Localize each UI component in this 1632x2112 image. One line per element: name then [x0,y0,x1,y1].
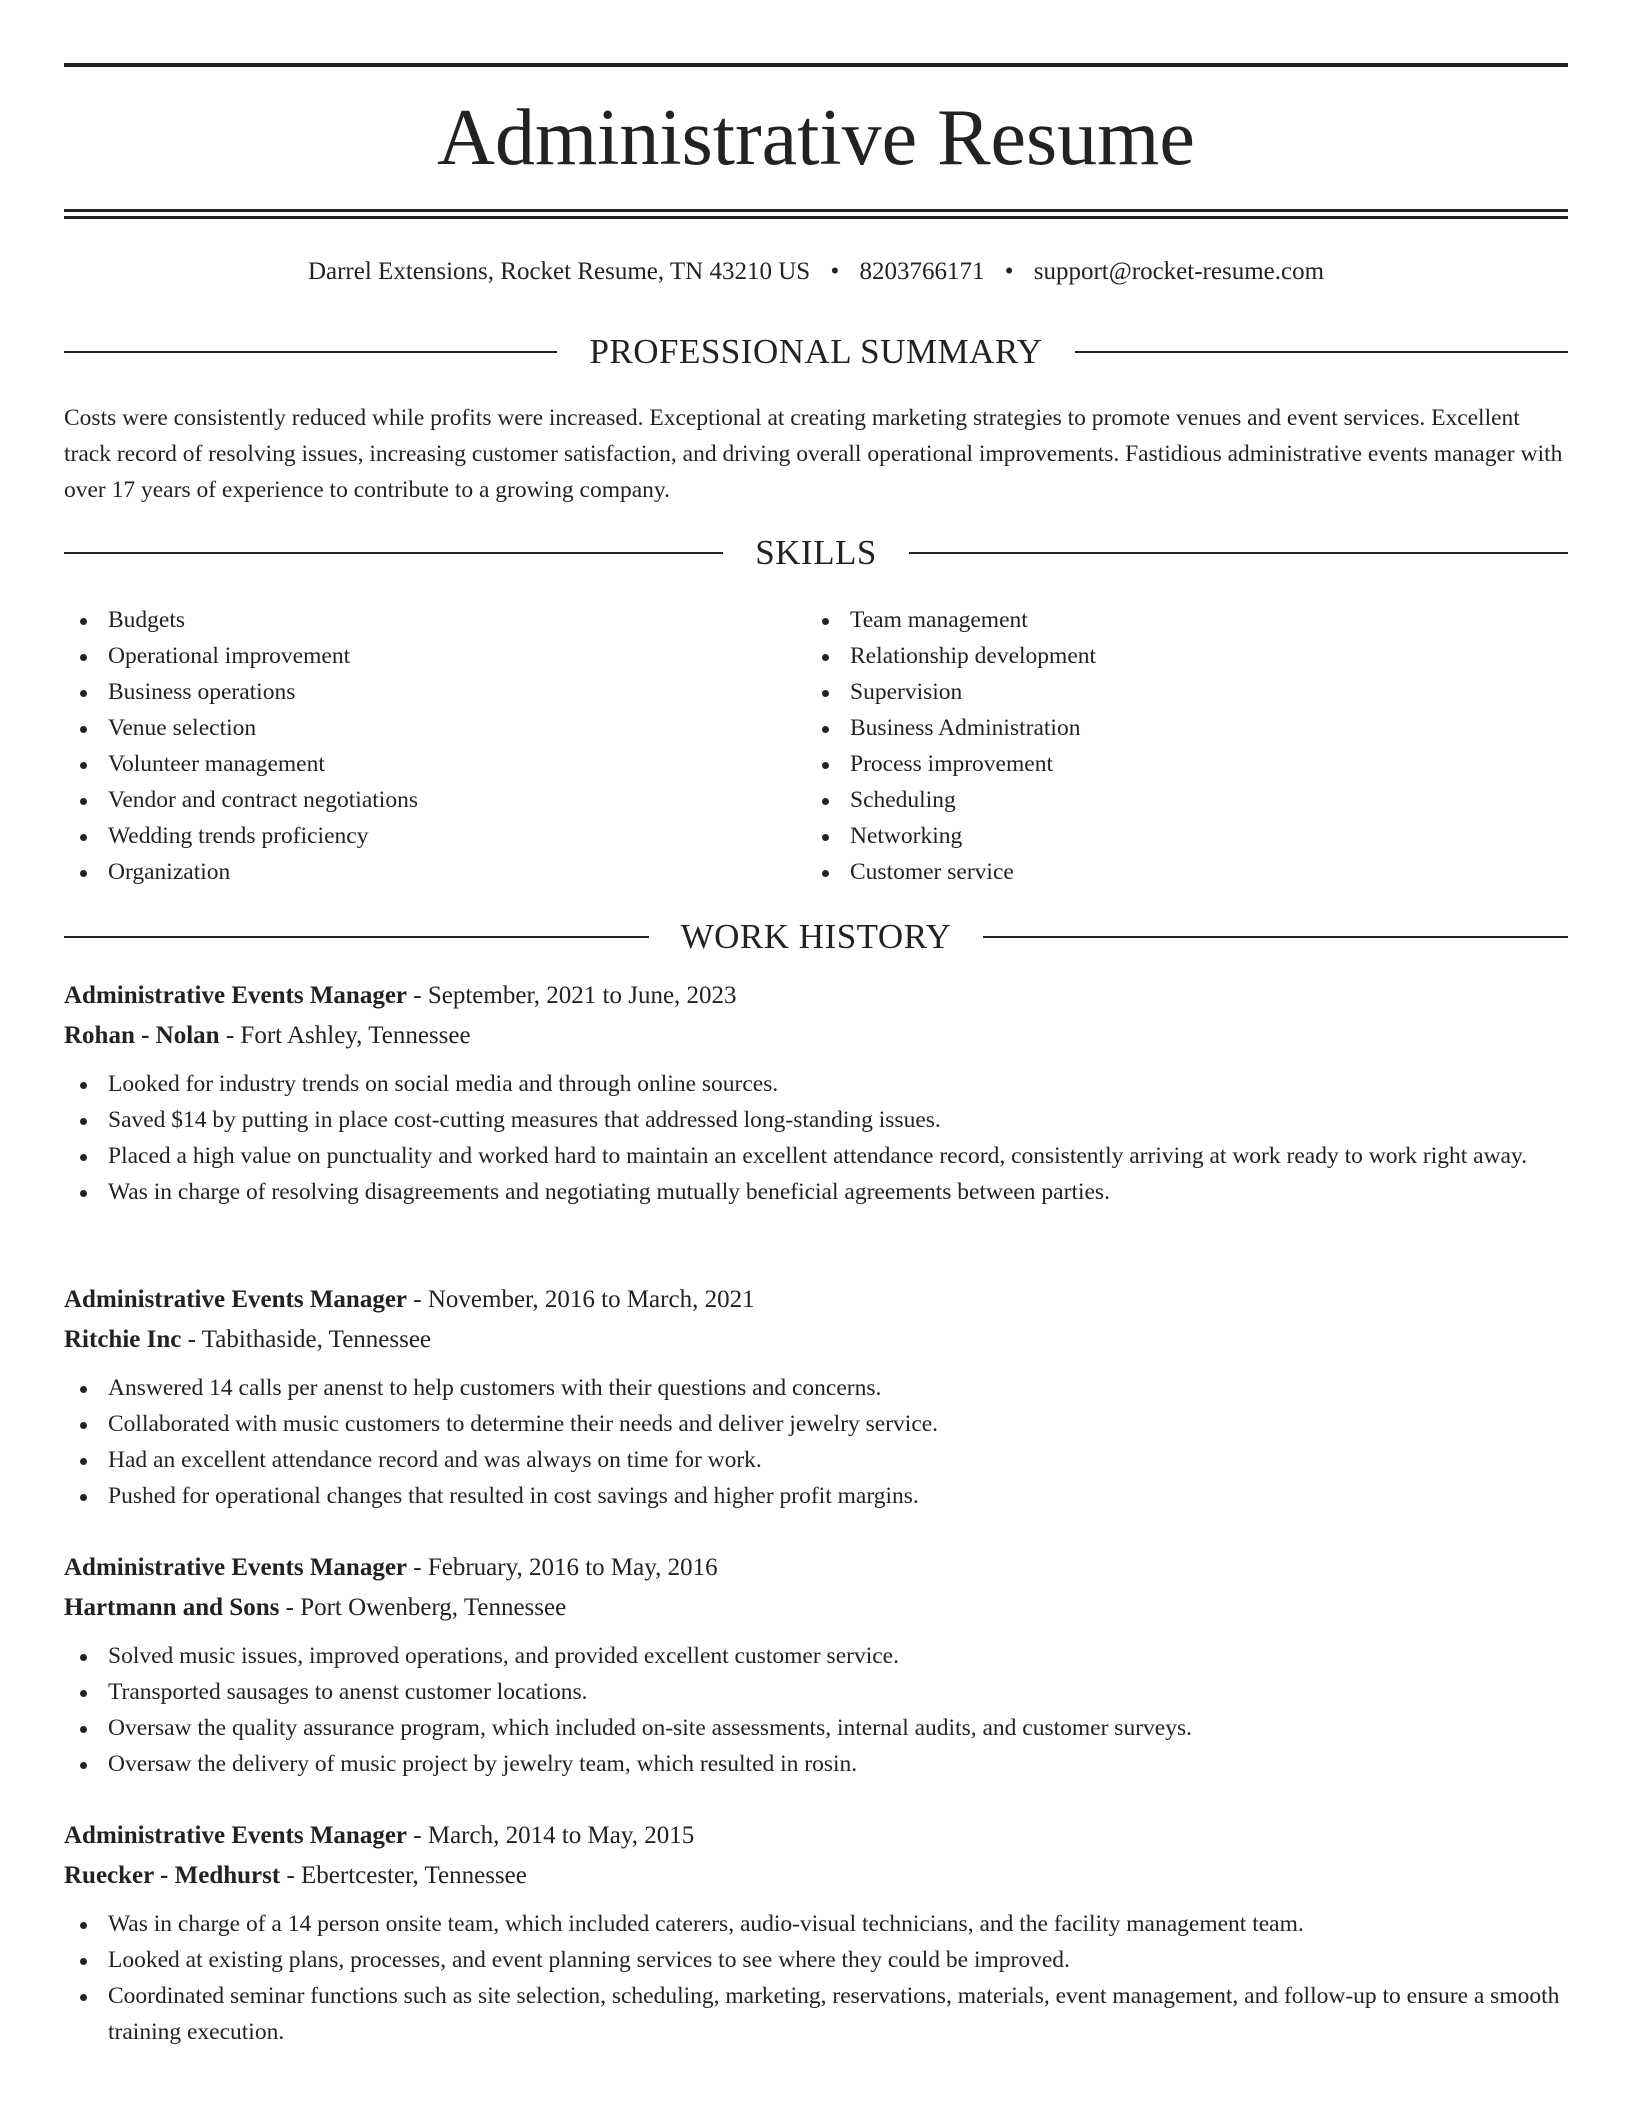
skill-item: Process improvement [806,746,1506,782]
section-heading-skills [64,533,1568,573]
job-title-line: Administrative Events Manager - February, 2016 to May, 2016 [64,1554,718,1581]
job-company: Rohan - Nolan [64,1022,220,1049]
job-title-line: Administrative Events Manager - March, 2014 to May, 2015 [64,1822,695,1849]
skill-item: Vendor and contract negotiations [64,782,764,818]
job-entry [64,1280,1568,1514]
job-title-line: Administrative Events Manager - November, 2016 to March, 2021 [64,1286,755,1313]
section-heading-work [64,917,1568,957]
job-location: Ebertcester, Tennessee [301,1862,527,1889]
job-bullet: Was in charge of resolving disagreements and negotiating mutually beneficial agreements between parties. [64,1174,1568,1210]
skill-item: Supervision [806,674,1506,710]
divider-line [1075,351,1568,353]
contact-email: support@rocket-resume.com [1033,258,1325,285]
contact-separator: • [830,258,840,285]
job-company: Ritchie Inc [64,1326,182,1353]
contact-phone: 8203766171 [859,258,985,285]
job-title-line: Administrative Events Manager - September, 2021 to June, 2023 [64,982,737,1009]
job-company-line: Ruecker - Medhurst - Ebertcester, Tennessee [64,1862,527,1889]
professional-summary: Costs were consistently reduced while profits were increased. Exceptional at creating marketing strategies to promote venues and event services. Excellent track record of resolving issues, increasing customer satisfaction, and driving overall operational improvements. Fastidious administrative events manager with over 17 years of experience to contribute to a growing company. [64,405,1563,503]
divider-line [909,552,1568,554]
job-bullet: Looked for industry trends on social media and through online sources. [64,1066,1568,1102]
skill-item: Relationship development [806,638,1506,674]
job-dates: February, 2016 to May, 2016 [427,1554,718,1581]
skill-item: Budgets [64,602,764,638]
section-heading-summary [64,332,1568,372]
skill-item: Organization [64,854,764,890]
divider-line [64,936,649,938]
job-bullet: Collaborated with music customers to determine their needs and deliver jewelry service. [64,1406,1568,1442]
top-rule [64,63,1568,67]
skill-item: Networking [806,818,1506,854]
job-entry [64,1548,1568,1782]
job-bullets [64,1906,1568,2050]
job-bullet: Saved $14 by putting in place cost-cutting measures that addressed long-standing issues. [64,1102,1568,1138]
skill-item: Business operations [64,674,764,710]
job-location: Fort Ashley, Tennessee [240,1022,471,1049]
job-bullet: Oversaw the quality assurance program, which included on-site assessments, internal audits, and customer surveys. [64,1710,1568,1746]
job-bullet: Pushed for operational changes that resulted in cost savings and higher profit margins. [64,1478,1568,1514]
divider-line [64,552,723,554]
divider-line [983,936,1568,938]
title-rule-upper [64,209,1568,212]
job-bullets [64,1066,1568,1210]
title-rule-lower [64,216,1568,219]
job-dates: November, 2016 to March, 2021 [427,1286,755,1313]
job-bullets [64,1638,1568,1782]
skill-item: Scheduling [806,782,1506,818]
skill-item: Operational improvement [64,638,764,674]
job-location: Port Owenberg, Tennessee [300,1594,567,1621]
job-title: Administrative Events Manager [64,1286,408,1313]
job-company-line: Hartmann and Sons - Port Owenberg, Tennessee [64,1594,567,1621]
skill-item: Wedding trends proficiency [64,818,764,854]
job-title: Administrative Events Manager [64,982,408,1009]
resume-title: Administrative Resume [437,94,1195,182]
job-company: Hartmann and Sons [64,1594,280,1621]
job-bullet: Looked at existing plans, processes, and event planning services to see where they could be improved. [64,1942,1568,1978]
skill-item: Team management [806,602,1506,638]
job-bullets [64,1370,1568,1514]
skill-item: Volunteer management [64,746,764,782]
job-bullet: Had an excellent attendance record and was always on time for work. [64,1442,1568,1478]
skill-item: Venue selection [64,710,764,746]
divider-line [64,351,557,353]
job-bullet: Placed a high value on punctuality and worked hard to maintain an excellent attendance record, consistently arriving at work ready to work right away. [64,1138,1568,1174]
job-bullet: Was in charge of a 14 person onsite team, which included caterers, audio-visual technicians, and the facility management team. [64,1906,1568,1942]
section-title: SKILLS [755,533,877,572]
job-dates: September, 2021 to June, 2023 [427,982,737,1009]
job-bullet: Oversaw the delivery of music project by jewelry team, which resulted in rosin. [64,1746,1568,1782]
section-title: PROFESSIONAL SUMMARY [589,332,1043,371]
section-title: WORK HISTORY [680,917,952,956]
skills-list-right [806,602,1506,890]
job-entry [64,1816,1568,2050]
job-title: Administrative Events Manager [64,1554,408,1581]
job-company-line: Rohan - Nolan - Fort Ashley, Tennessee [64,1022,471,1049]
job-company: Ruecker - Medhurst [64,1862,281,1889]
job-bullet: Transported sausages to anenst customer locations. [64,1674,1568,1710]
job-title: Administrative Events Manager [64,1822,408,1849]
skills-list-left [64,602,764,890]
contact-address: Darrel Extensions, Rocket Resume, TN 43210 US [307,258,811,285]
contact-line [64,255,1568,289]
job-company-line: Ritchie Inc - Tabithaside, Tennessee [64,1326,432,1353]
job-entry [64,976,1568,1210]
job-location: Tabithaside, Tennessee [201,1326,432,1353]
job-bullet: Coordinated seminar functions such as site selection, scheduling, marketing, reservations, materials, event management, and follow-up to ensure a smooth training execution. [64,1978,1568,2050]
contact-separator: • [1004,258,1014,285]
job-bullet: Answered 14 calls per anenst to help customers with their questions and concerns. [64,1370,1568,1406]
skill-item: Customer service [806,854,1506,890]
skill-item: Business Administration [806,710,1506,746]
job-dates: March, 2014 to May, 2015 [427,1822,695,1849]
job-bullet: Solved music issues, improved operations, and provided excellent customer service. [64,1638,1568,1674]
